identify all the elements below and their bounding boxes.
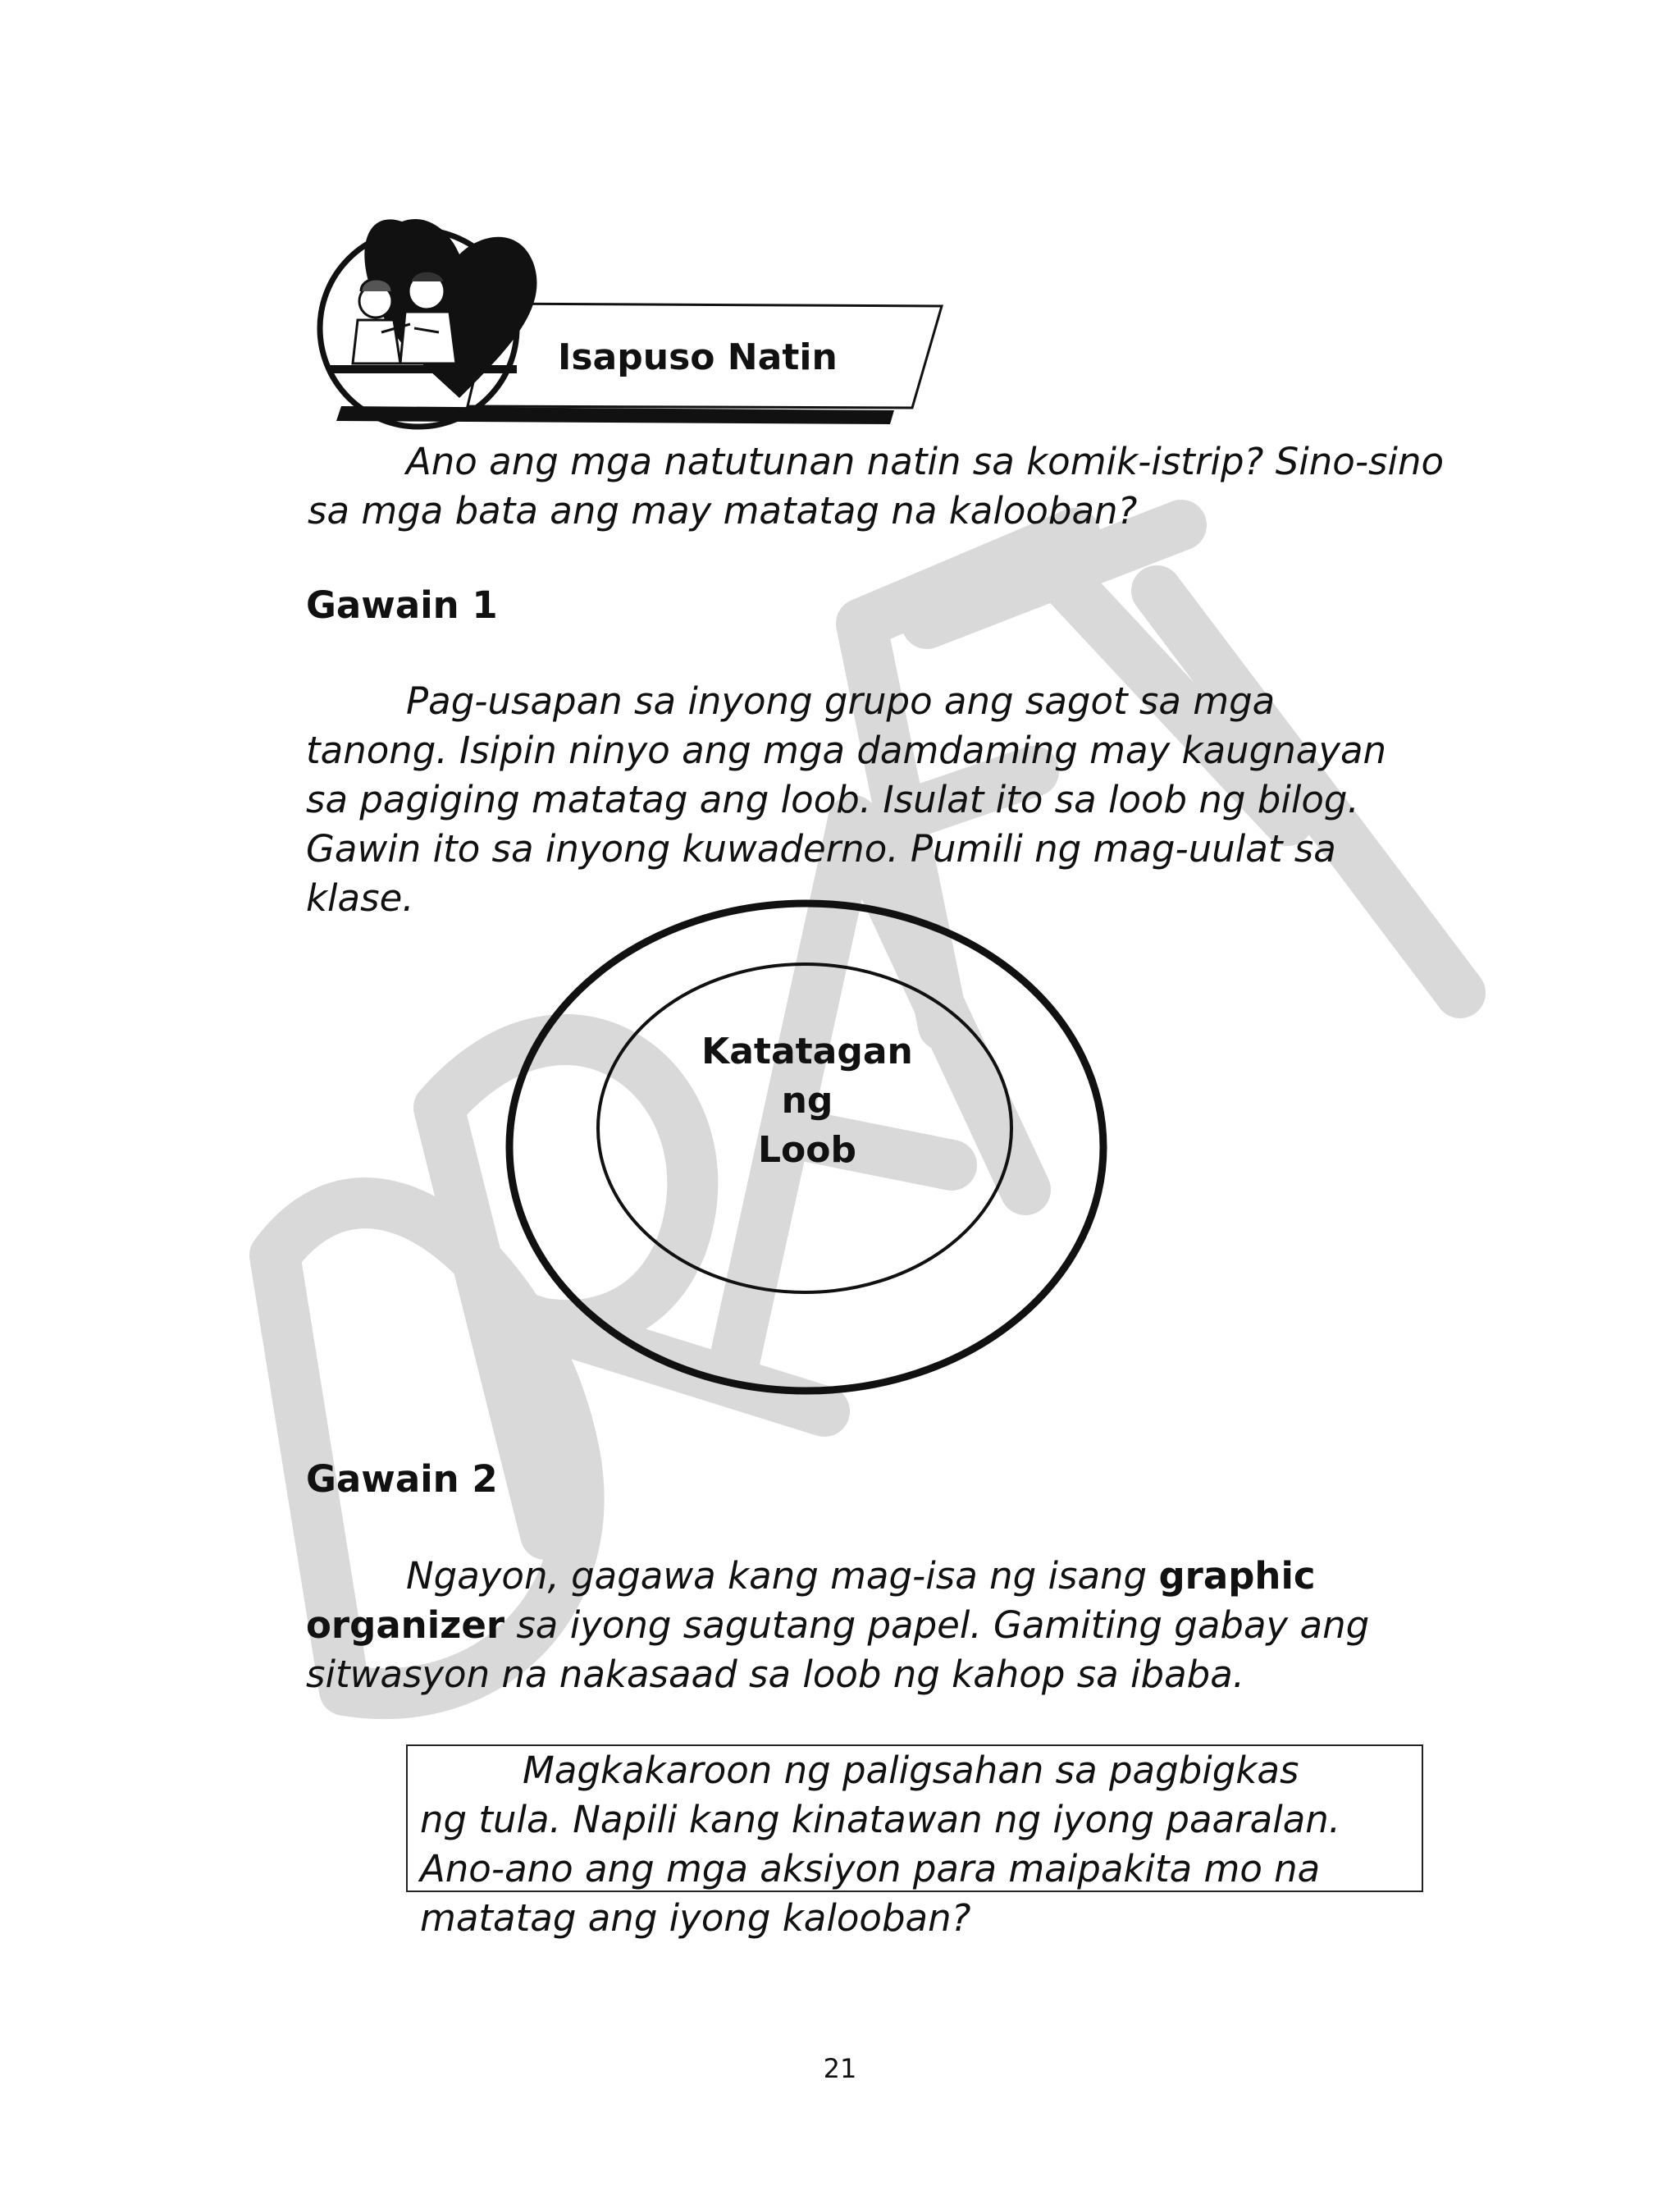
instruction-line: klase. bbox=[306, 876, 414, 920]
circle-label-line: Loob bbox=[758, 1129, 856, 1171]
instruction-text: sa iyong sagutang papel. Gamiting gabay ang bbox=[504, 1603, 1370, 1647]
instruction-line bbox=[306, 1552, 1369, 1601]
banner-shadow bbox=[336, 406, 894, 424]
section-header-banner bbox=[304, 209, 943, 431]
instruction-line: Pag-usapan sa inyong grupo ang sagot sa mga bbox=[406, 679, 1276, 723]
instruction-line: Gawin ito sa inyong kuwaderno. Pumili ng mag-uulat sa bbox=[306, 827, 1336, 871]
gawain-1-heading: Gawain 1 bbox=[306, 583, 498, 627]
gawain-2-instructions bbox=[306, 1552, 1369, 1699]
situation-line: Ano-ano ang mga aksiyon para maipakita mo na bbox=[420, 1847, 1321, 1891]
instruction-line: sitwasyon na nakasaad sa loob ng kahop sa ibaba. bbox=[306, 1653, 1245, 1696]
situation-line: Magkakaroon ng paligsahan sa pagbigkas bbox=[523, 1749, 1299, 1792]
organizer-term: organizer bbox=[306, 1603, 505, 1647]
instruction-text: Ngayon, gagawa kang mag-isa ng isang bbox=[406, 1554, 1159, 1598]
instruction-line: sa pagiging matatag ang loob. Isulat ito sa loob ng bilog. bbox=[306, 778, 1359, 821]
instruction-line bbox=[306, 1601, 1369, 1650]
intro-question bbox=[308, 437, 1444, 536]
page-number: 21 bbox=[823, 2053, 857, 2084]
instruction-line: tanong. Isipin ninyo ang mga damdaming may kaugnayan bbox=[306, 729, 1387, 772]
intro-line: Ano ang mga natutunan natin sa komik-istrip? Sino-sino bbox=[406, 440, 1445, 483]
emblem-base bbox=[328, 365, 517, 373]
situation-line: ng tula. Napili kang kinatawan ng iyong paaralan. bbox=[420, 1798, 1341, 1841]
graphic-term: graphic bbox=[1158, 1554, 1316, 1598]
situation-text bbox=[420, 1746, 1340, 1943]
intro-line: sa mga bata ang may matatag na kalooban? bbox=[308, 489, 1138, 533]
situation-line: matatag ang iyong kalooban? bbox=[420, 1896, 971, 1940]
gawain-2-heading: Gawain 2 bbox=[306, 1457, 498, 1501]
circle-label-line: Katatagan bbox=[701, 1031, 913, 1072]
circle-center-label bbox=[684, 1027, 930, 1175]
section-title: Isapuso Natin bbox=[558, 336, 838, 378]
circle-label-line: ng bbox=[781, 1080, 833, 1122]
